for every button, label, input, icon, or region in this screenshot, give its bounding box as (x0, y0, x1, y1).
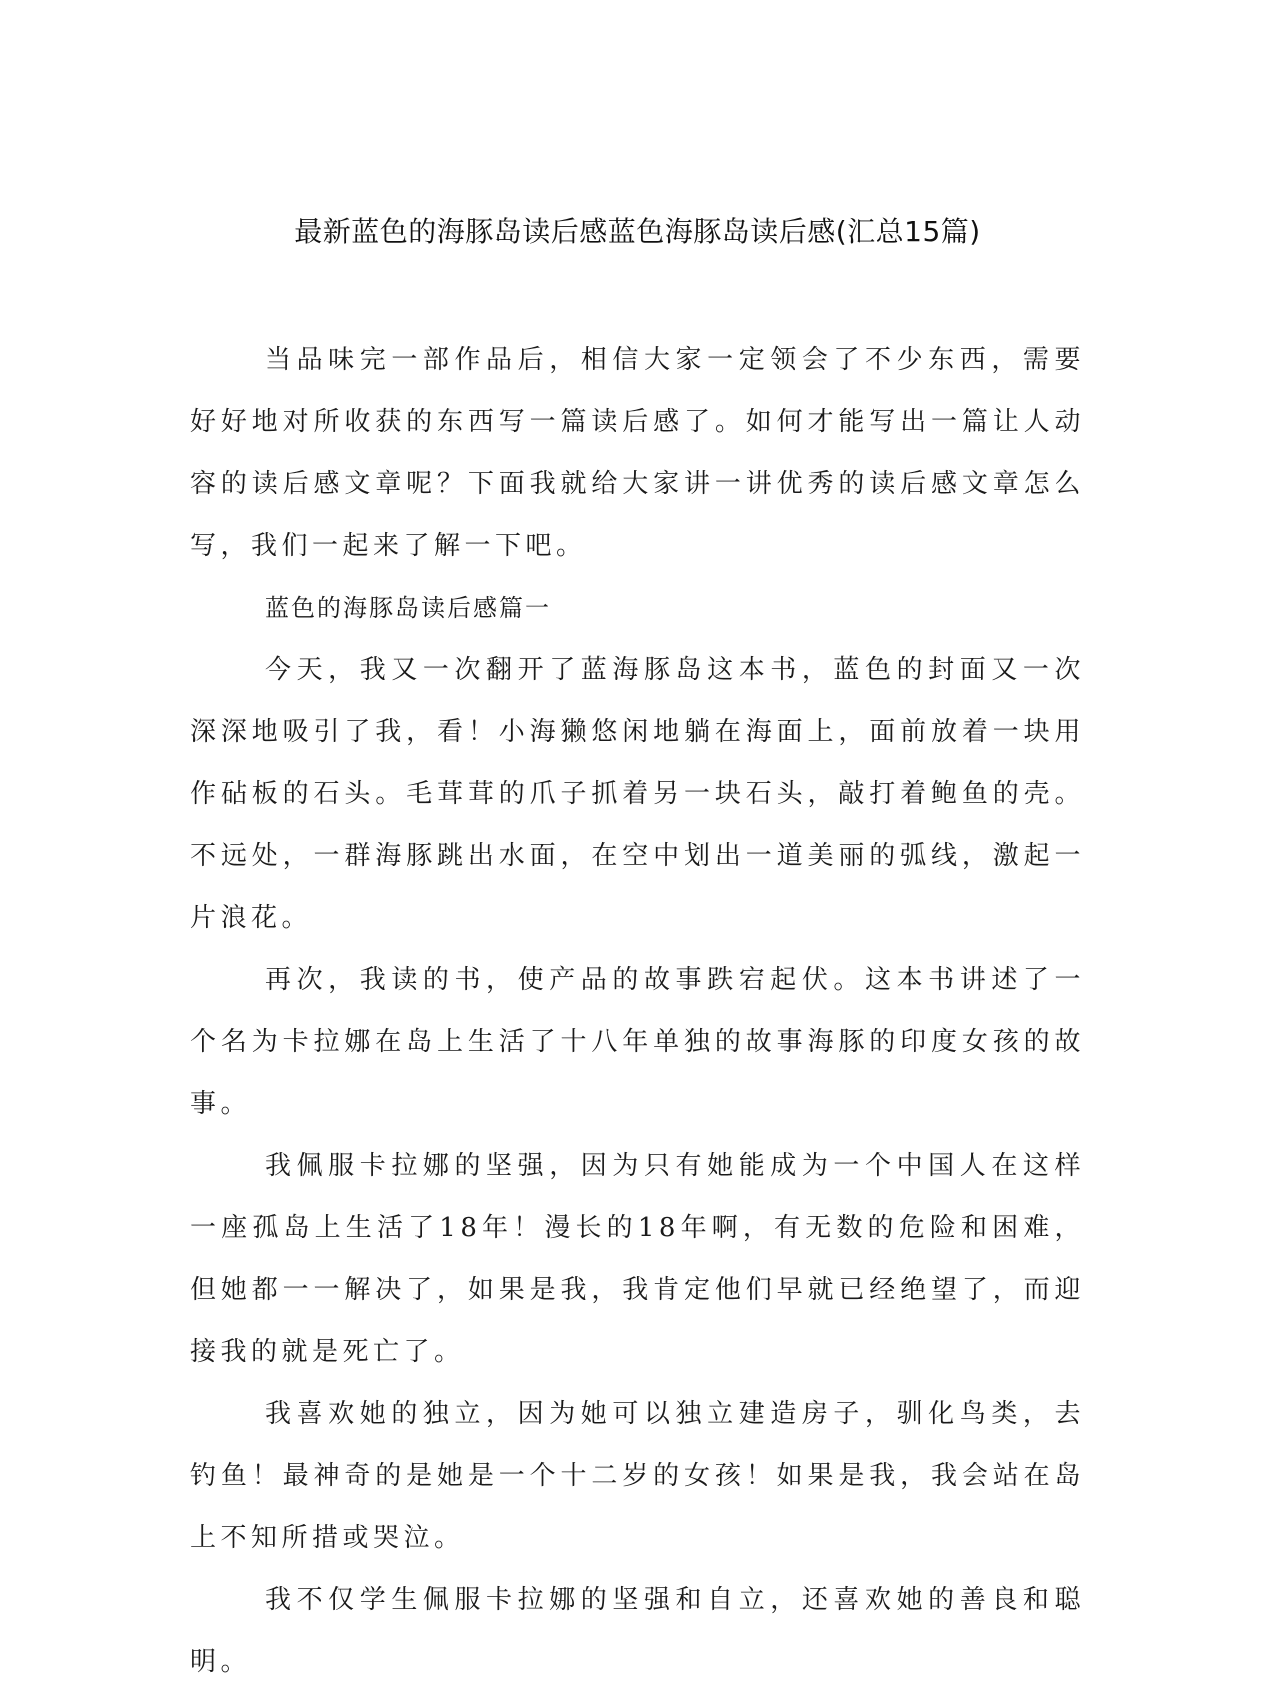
body-paragraph: 再次，我读的书，使产品的故事跌宕起伏。这本书讲述了一个名为卡拉娜在岛上生活了十八年单独的故事海豚的印度女孩的故事。 (190, 965, 1085, 1119)
body-paragraph: 我佩服卡拉娜的坚强，因为只有她能成为一个中国人在这样一座孤岛上生活了18年！漫长的18年啊，有无数的危险和困难，但她都一一解决了，如果是我，我肯定他们早就已经绝望了，而迎接我的就是死亡了。 (190, 1151, 1085, 1367)
document-body (190, 329, 1085, 1693)
body-paragraph: 我喜欢她的独立，因为她可以独立建造房子，驯化鸟类，去钓鱼！最神奇的是她是一个十二岁的女孩！如果是我，我会站在岛上不知所措或哭泣。 (190, 1399, 1085, 1553)
intro-paragraph: 当品味完一部作品后，相信大家一定领会了不少东西，需要好好地对所收获的东西写一篇读后感了。如何才能写出一篇让人动容的读后感文章呢？下面我就给大家讲一讲优秀的读后感文章怎么写，我们一起来了解一下吧。 (190, 345, 1085, 561)
body-paragraph: 我不仅学生佩服卡拉娜的坚强和自立，还喜欢她的善良和聪明。 (190, 1585, 1085, 1677)
body-paragraph: 今天，我又一次翻开了蓝海豚岛这本书，蓝色的封面又一次深深地吸引了我，看！小海獭悠闲地躺在海面上，面前放着一块用作砧板的石头。毛茸茸的爪子抓着另一块石头，敲打着鲍鱼的壳。不远处，一群海豚跳出水面，在空中划出一道美丽的弧线，激起一片浪花。 (190, 655, 1085, 933)
section-heading: 蓝色的海豚岛读后感篇一 (265, 594, 551, 622)
document-title: 最新蓝色的海豚岛读后感蓝色海豚岛读后感(汇总15篇) (294, 215, 981, 248)
